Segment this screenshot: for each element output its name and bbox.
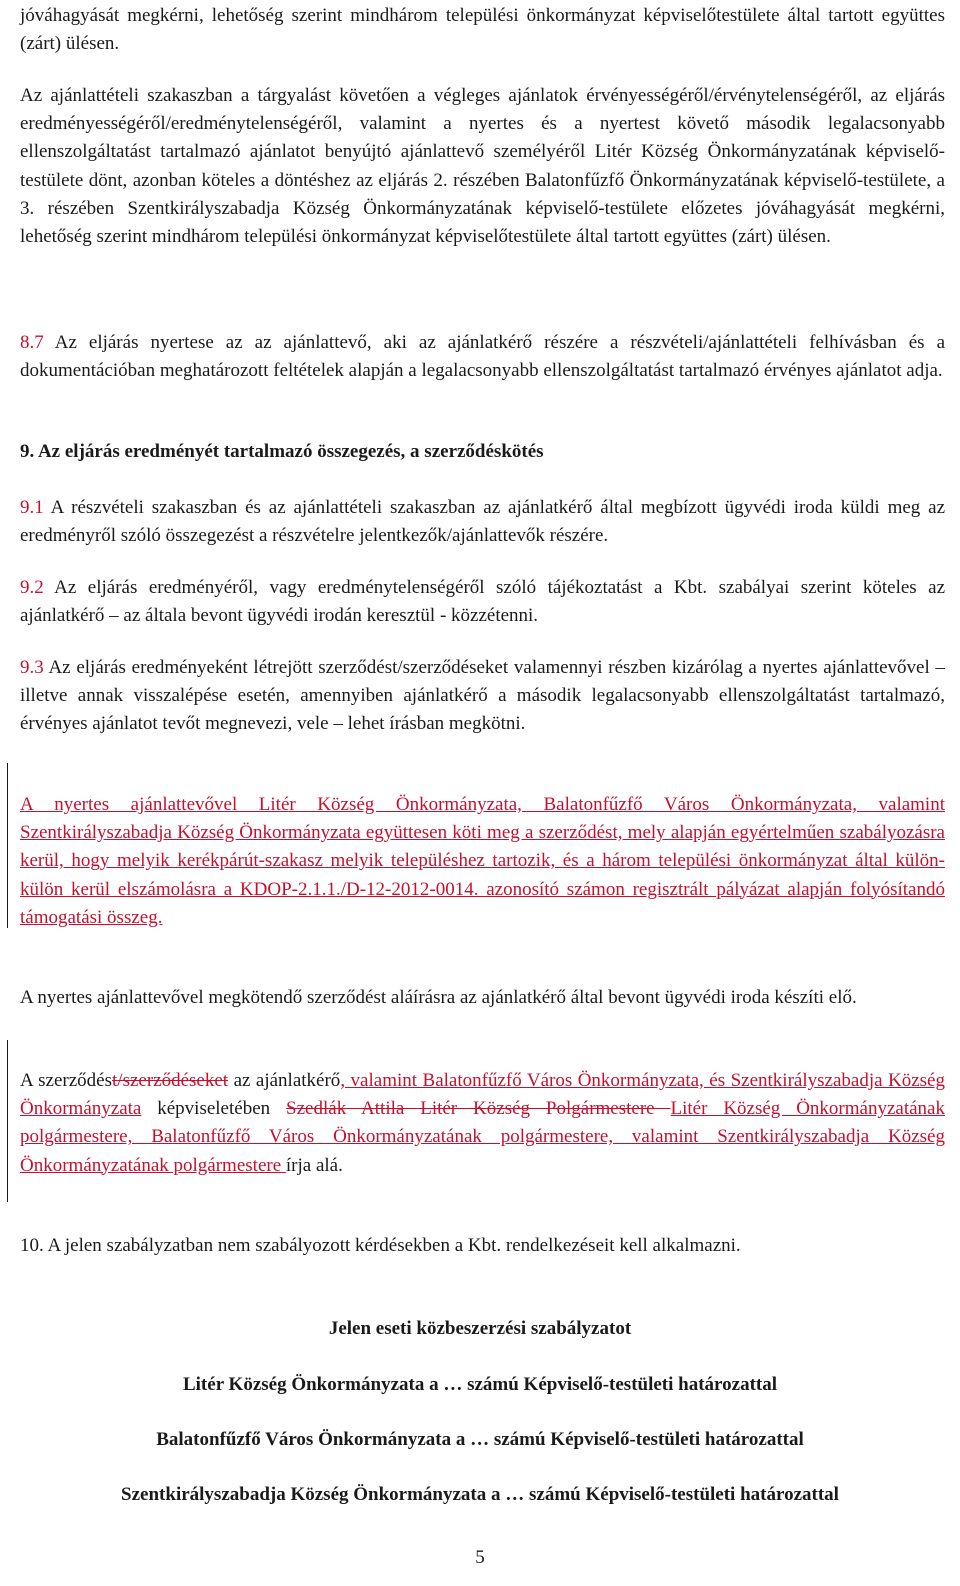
paragraph-contract-preparation: A nyertes ajánlattevővel megkötendő szerződést aláírásra az ajánlatkérő által bevont ügyvédi iroda készíti elő. — [20, 987, 857, 1008]
sign-text: képviseletében — [141, 1098, 287, 1120]
revision-change-bar — [7, 763, 8, 928]
closing-line-liter: Litér Község Önkormányzata a … számú Képviselő-testületi határozattal — [182, 1374, 778, 1395]
paragraph-9-1 — [20, 494, 945, 550]
deleted-text: t/szerződéseket — [112, 1070, 229, 1091]
section-number: 8.7 — [20, 332, 44, 353]
inserted-text: Litér Község Önkormányzatának polgármestere, Balatonfűzfő Város Önkormányzatának polgármestere, valamint Szentkirályszabadja Község Önkormányzatának polgármestere — [20, 1098, 945, 1176]
paragraph-text: A részvételi szakaszban és az ajánlattételi szakaszban az ajánlatkérő által megbízott ügyvédi iroda küldi meg az eredményről szóló összegezést a részvételre jelentkezők/ajánlattevők részére. — [20, 497, 946, 547]
sign-text: írja alá. — [285, 1154, 343, 1176]
paragraph-8-7 — [20, 329, 945, 385]
revision-change-bar — [7, 1040, 8, 1202]
page-number: 5 — [475, 1547, 485, 1568]
section-number: 9.3 — [20, 657, 44, 678]
paragraph-tender-decision: Az ajánlattételi szakaszban a tárgyalást követően a végleges ajánlatok érvényességéről/érvénytelenségéről, az eljárás eredményességéről/eredménytelenségéről, valamint a nyertes és a nyertest követő második legalacsonyabb ellenszolgáltatást tartalmazó ajánlatot benyújtó ajánlattevő személyéről Litér Község Önkormányzatának képviselő-testülete dönt, azonban köteles a döntéshez az eljárás 2. részében Balatonfűzfő Önkormányzatának képviselő-testülete, a 3. részében Szentkirályszabadja Község Önkormányzatának képviselő-testülete előzetes jóváhagyását megkérni, lehetőség szerint mindhárom települési önkormányzat képviselőtestülete által tartott együttes (zárt) ülésen. — [20, 85, 945, 248]
sign-text: az ajánlatkérő — [228, 1070, 341, 1091]
paragraph-10: 10. A jelen szabályzatban nem szabályozott kérdésekben a Kbt. rendelkezéseit kell alkalmazni. — [20, 1235, 741, 1256]
paragraph-text: Az eljárás eredményeként létrejött szerződést/szerződéseket valamennyi részben kizárólag a nyertes ajánlattevővel – illetve annak visszalépése esetén, amennyiben ajánlatkérő a második legalacsonyabb ellenszolgáltatást tartalmazó, érvényes ajánlatot tevőt megnevezi, vele – lehet írásban megkötni. — [20, 657, 945, 735]
paragraph-inserted-contract: A nyertes ajánlattevővel Litér Község Önkormányzata, Balatonfűzfő Város Önkormányzata, valamint Szentkirályszabadja Község Önkormányzata együttesen köti meg a szerződést, mely alapján egyértelműen szabályozásra kerül, hogy melyik kerékpárút-szakasz melyik településhez tartozik, és a három települési önkormányzat által külön-külön kerül elszámolásra a KDOP-2.1.1./D-12-2012-0014. azonosító számon regisztrált pályázat alapján folyósítandó támogatási összeg. — [20, 794, 945, 928]
paragraph-9-3 — [20, 654, 945, 739]
deleted-text: Szedlák Attila Litér Község Polgármestere — [286, 1098, 671, 1120]
sign-text: A szerződés — [20, 1070, 113, 1091]
closing-line-balatonfuzfo: Balatonfűzfő Város Önkormányzata a … számú Képviselő-testületi határozattal — [156, 1429, 804, 1450]
section-number: 9.2 — [20, 577, 44, 598]
closing-line-szentkiralyszabadja: Szentkirályszabadja Község Önkormányzata a … számú Képviselő-testületi határozattal — [121, 1484, 839, 1505]
inserted-text: , valamint Balatonfűzfő Város Önkormányzata, és Szentkirályszabadja Község Önkormányzata — [20, 1070, 945, 1120]
paragraph-9-2 — [20, 574, 945, 630]
paragraph-text: Az eljárás nyertese az az ajánlattevő, aki az ajánlatkérő részére a részvételi/ajánlattételi felhívásban és a dokumentációban meghatározott feltételek alapján a legalacsonyabb ellenszolgáltatást tartalmazó érvényes ajánlatot adja. — [20, 332, 945, 382]
section-heading-9: 9. Az eljárás eredményét tartalmazó összegezés, a szerződéskötés — [20, 441, 544, 462]
section-number: 9.1 — [20, 497, 44, 518]
paragraph-text: Az eljárás eredményéről, vagy eredménytelenségéről szóló tájékoztatást a Kbt. szabályai szerint köteles az ajánlatkérő – az általa bevont ügyvédi irodán keresztül - közzétenni. — [20, 577, 946, 627]
closing-line-1: Jelen eseti közbeszerzési szabályzatot — [328, 1318, 632, 1339]
paragraph-signatories — [20, 1067, 945, 1180]
paragraph-approval-continued: jóváhagyását megkérni, lehetőség szerint mindhárom települési önkormányzat képviselőtestülete által tartott együttes (zárt) ülésen. — [20, 5, 945, 55]
